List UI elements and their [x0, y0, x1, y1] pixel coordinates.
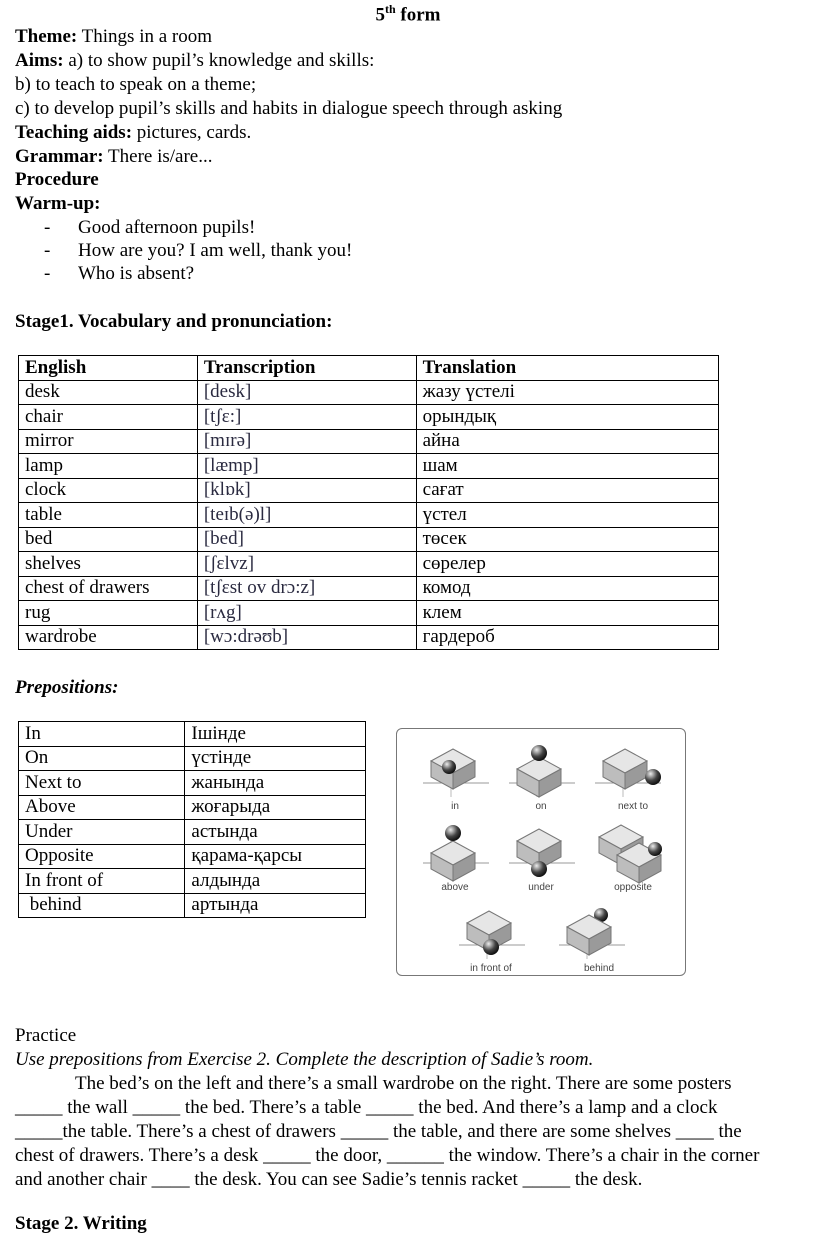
english-cell: wardrobe — [19, 625, 198, 650]
table-row — [19, 820, 366, 845]
table-row — [19, 844, 366, 869]
on-icon — [509, 745, 575, 797]
english-cell: mirror — [19, 429, 198, 454]
grammar-line: Grammar: There is/are... — [15, 146, 213, 167]
aims-c-line: c) to develop pupil’s skills and habits in dialogue speech through asking — [15, 98, 563, 119]
table-row — [19, 625, 719, 650]
transcription-cell: [ʃɛlvz] — [197, 552, 416, 577]
caption-above: above — [441, 882, 469, 893]
table-row — [19, 795, 366, 820]
translation-cell: жазу үстелі — [416, 380, 718, 405]
procedure-heading: Procedure — [15, 169, 99, 190]
behind-icon — [559, 908, 625, 959]
preposition-cell: In front of — [19, 869, 185, 894]
table-row — [19, 552, 719, 577]
table-row — [19, 454, 719, 479]
translation-cell: артында — [185, 893, 366, 918]
english-cell: chest of drawers — [19, 576, 198, 601]
translation-cell: төсек — [416, 527, 718, 552]
table-row — [19, 893, 366, 918]
transcription-cell: [tʃɛst ov drɔ:z] — [197, 576, 416, 601]
transcription-cell: [klɒk] — [197, 478, 416, 503]
aims-b-line: b) to teach to speak on a theme; — [15, 74, 257, 95]
warmup-item: - Good afternoon pupils! — [44, 217, 256, 238]
in-front-of-icon — [459, 911, 525, 959]
paragraph-line: _____the table. There’s a chest of drawers _____ the table, and there are some shelves ____ the — [15, 1121, 742, 1142]
prepositions-illustration — [396, 728, 686, 976]
table-row — [19, 527, 719, 552]
translation-cell: сөрелер — [416, 552, 718, 577]
translation-cell: шам — [416, 454, 718, 479]
transcription-cell: [wɔ:drəʊb] — [197, 625, 416, 650]
table-row — [19, 429, 719, 454]
translation-cell: астында — [185, 820, 366, 845]
table-row — [19, 478, 719, 503]
preposition-cell: In — [19, 722, 185, 747]
practice-instruction: Use prepositions from Exercise 2. Complete the description of Sadie’s room. — [15, 1049, 594, 1070]
transcription-cell: [rʌg] — [197, 601, 416, 626]
english-cell: desk — [19, 380, 198, 405]
caption-in: in — [451, 801, 459, 812]
translation-cell: жанында — [185, 771, 366, 796]
transcription-cell: [tʃɛ:] — [197, 405, 416, 430]
column-header: Translation — [416, 356, 718, 381]
paragraph-line: The bed’s on the left and there’s a small wardrobe on the right. There are some posters — [75, 1073, 732, 1094]
translation-cell: жоғарыда — [185, 795, 366, 820]
table-row — [19, 771, 366, 796]
translation-cell: комод — [416, 576, 718, 601]
prepositions-table — [18, 721, 366, 918]
table-row — [19, 576, 719, 601]
preposition-cell: Under — [19, 820, 185, 845]
prepositions-figure-svg — [397, 729, 685, 975]
in-icon — [423, 749, 489, 797]
practice-heading: Practice — [15, 1025, 77, 1046]
transcription-cell: [mɪrə] — [197, 429, 416, 454]
translation-cell: орындық — [416, 405, 718, 430]
caption-next-to: next to — [617, 801, 649, 812]
teaching-aids-line: Teaching aids: pictures, cards. — [15, 122, 252, 143]
aims-line: Aims: a) to show pupil’s knowledge and skills: — [15, 50, 375, 71]
table-row — [19, 869, 366, 894]
translation-cell: алдында — [185, 869, 366, 894]
page-title: 5th form — [375, 2, 441, 26]
stage2-heading: Stage 2. Writing — [15, 1213, 147, 1234]
table-row — [19, 380, 719, 405]
stage1-heading: Stage1. Vocabulary and pronunciation: — [15, 311, 333, 332]
above-icon — [423, 825, 489, 881]
table-row — [19, 601, 719, 626]
under-icon — [509, 829, 575, 877]
english-cell: bed — [19, 527, 198, 552]
prepositions-heading: Prepositions: — [15, 677, 119, 698]
warmup-item: - How are you? I am well, thank you! — [44, 240, 353, 261]
warmup-heading: Warm-up: — [15, 193, 101, 214]
table-row — [19, 405, 719, 430]
translation-cell: клем — [416, 601, 718, 626]
table-row — [19, 503, 719, 528]
english-cell: lamp — [19, 454, 198, 479]
preposition-cell: Above — [19, 795, 185, 820]
column-header: English — [19, 356, 198, 381]
caption-on: on — [535, 801, 547, 812]
column-header: Transcription — [197, 356, 416, 381]
english-cell: clock — [19, 478, 198, 503]
paragraph-line: chest of drawers. There’s a desk _____ the door, ______ the window. There’s a chair in the corner — [15, 1145, 760, 1166]
translation-cell: қарама-қарсы — [185, 844, 366, 869]
caption-opposite: opposite — [614, 882, 652, 893]
warmup-item: - Who is absent? — [44, 263, 195, 284]
next-to-icon — [595, 749, 661, 797]
translation-cell: Ішінде — [185, 722, 366, 747]
translation-cell: айна — [416, 429, 718, 454]
table-row — [19, 746, 366, 771]
preposition-cell: behind — [19, 893, 185, 918]
english-cell: table — [19, 503, 198, 528]
opposite-icon — [599, 825, 662, 883]
preposition-cell: Next to — [19, 771, 185, 796]
preposition-cell: Opposite — [19, 844, 185, 869]
translation-cell: гардероб — [416, 625, 718, 650]
caption-behind: behind — [583, 963, 615, 974]
preposition-cell: On — [19, 746, 185, 771]
translation-cell: үстінде — [185, 746, 366, 771]
table-row — [19, 722, 366, 747]
practice-paragraph — [15, 1072, 816, 1192]
transcription-cell: [teɪb(ə)l] — [197, 503, 416, 528]
english-cell: chair — [19, 405, 198, 430]
transcription-cell: [desk] — [197, 380, 416, 405]
theme-line: Theme: Things in a room — [15, 26, 213, 47]
transcription-cell: [bed] — [197, 527, 416, 552]
paragraph-line: and another chair ____ the desk. You can see Sadie’s tennis racket _____ the desk. — [15, 1169, 643, 1190]
caption-under: under — [528, 882, 554, 893]
english-cell: rug — [19, 601, 198, 626]
paragraph-line: _____ the wall _____ the bed. There’s a table _____ the bed. And there’s a lamp and a clock — [15, 1097, 718, 1118]
vocabulary-table — [18, 355, 719, 650]
translation-cell: сағат — [416, 478, 718, 503]
transcription-cell: [læmp] — [197, 454, 416, 479]
english-cell: shelves — [19, 552, 198, 577]
table-header-row — [19, 356, 719, 381]
translation-cell: үстел — [416, 503, 718, 528]
caption-in-front-of: in front of — [470, 963, 512, 974]
